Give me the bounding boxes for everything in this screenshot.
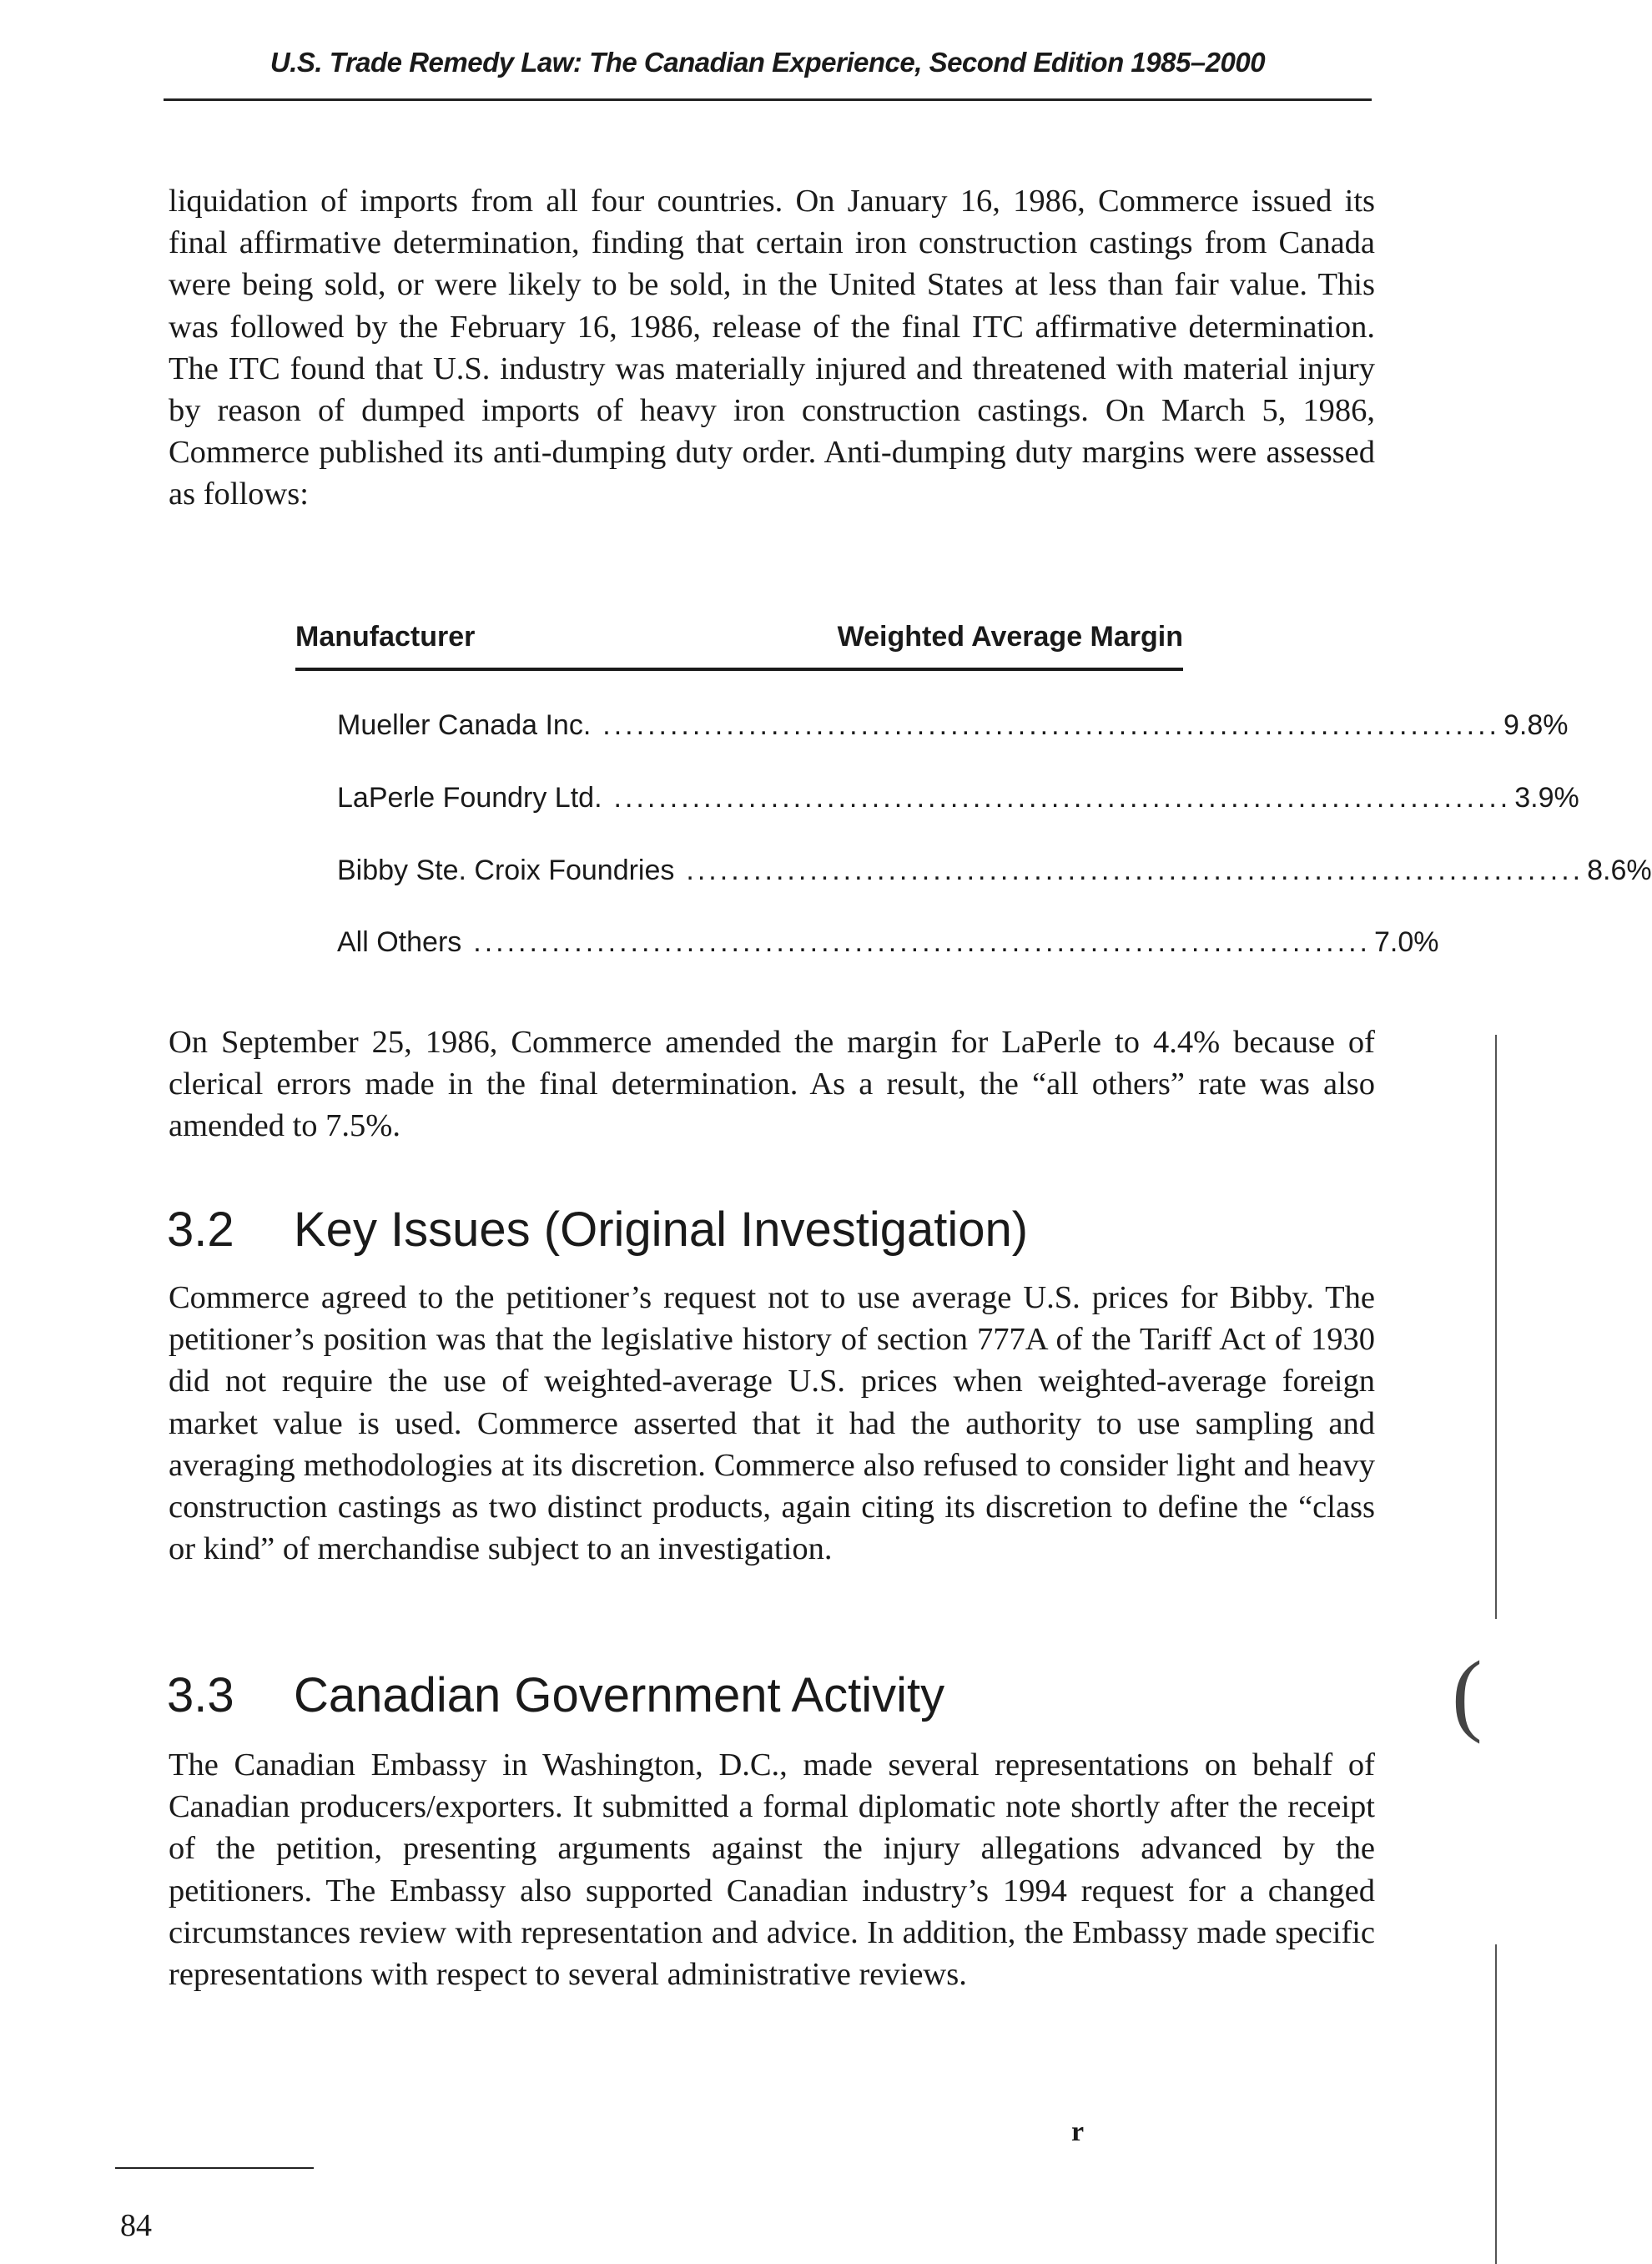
table-row bbox=[337, 782, 1579, 819]
key-issues-paragraph: Commerce agreed to the petitioner’s request not to use average U.S. prices for Bibby. The petitioner’s position was that the legislative history of section 777A of the Tariff Act of 1930 did not require the use of weighted-average U.S. prices when weighted-average foreign market value is used. Commerce asserted that it had the authority to use sampling and averaging methodologies at its discretion. Commerce also refused to consider light and heavy construction castings as two distinct products, again citing its discretion to define the “class or kind” of merchandise subject to an investigation. bbox=[169, 1280, 1375, 1567]
section-title: Canadian Government Activity bbox=[294, 1668, 945, 1722]
margin-value: 9.8% bbox=[1503, 709, 1569, 741]
dot-leader: ................................................................................ bbox=[686, 855, 1584, 886]
table-row bbox=[337, 855, 1652, 891]
edge-bracket-mark: ( bbox=[1452, 1642, 1483, 1744]
manufacturer-name: All Others bbox=[337, 926, 462, 958]
intro-paragraph: liquidation of imports from all four countries. On January 16, 1986, Commerce issued its final affirmative determination, finding that certain iron construction castings from Canada were being sold, or were likely to be sold, in the United States at less than fair value. This was followed by the February 16, 1986, release of the final ITC affirmative determination. The ITC found that U.S. industry was materially injured and threatened with material injury by reason of dumped imports of heavy iron construction castings. On March 5, 1986, Commerce published its anti-dumping duty order. Anti-dumping duty margins were assessed as follows: bbox=[169, 184, 1375, 512]
header-rule bbox=[164, 98, 1372, 101]
page-edge-line bbox=[1495, 1035, 1497, 1619]
page-edge-line bbox=[1495, 1944, 1497, 2264]
table-row bbox=[337, 709, 1569, 746]
margin-value: 7.0% bbox=[1373, 926, 1439, 958]
section-title: Key Issues (Original Investigation) bbox=[294, 1203, 1029, 1257]
margin-value: 8.6% bbox=[1587, 855, 1652, 886]
header-margin: Weighted Average Margin bbox=[837, 621, 1183, 653]
section-heading-canadian-government bbox=[167, 1667, 944, 1723]
amendment-paragraph: On September 25, 1986, Commerce amended the margin for LaPerle to 4.4% because of clerical errors made in the final determination. As a result, the “all others” rate was also amended to 7.5%. bbox=[169, 1025, 1375, 1144]
section-number: 3.2 bbox=[167, 1203, 234, 1257]
page-number: 84 bbox=[120, 2208, 152, 2243]
section-number: 3.3 bbox=[167, 1668, 234, 1722]
header-manufacturer: Manufacturer bbox=[295, 621, 476, 653]
footnote-rule bbox=[115, 2167, 314, 2169]
margin-mark: r bbox=[1071, 2116, 1085, 2147]
margin-table bbox=[295, 618, 1652, 958]
canadian-government-paragraph: The Canadian Embassy in Washington, D.C., made several representations on behalf of Canadian producers/exporters. It submitted a formal diplomatic note shortly after the receipt of the petition, presenting arguments against the injury allegations advanced by the petitioners. The Embassy also supported Canadian industry’s 1994 request for a changed circumstances review with representation and advice. In addition, the Embassy made specific representations with respect to several administrative reviews. bbox=[169, 1747, 1375, 1993]
section-heading-key-issues bbox=[167, 1202, 1028, 1258]
manufacturer-name: LaPerle Foundry Ltd. bbox=[337, 782, 602, 814]
manufacturer-name: Bibby Ste. Croix Foundries bbox=[337, 855, 675, 886]
margin-value: 3.9% bbox=[1514, 782, 1579, 814]
table-row bbox=[337, 926, 1439, 963]
dot-leader: ................................................................................ bbox=[613, 782, 1512, 814]
manufacturer-name: Mueller Canada Inc. bbox=[337, 709, 592, 741]
dot-leader: ................................................................................ bbox=[602, 709, 1500, 741]
dot-leader: ................................................................................ bbox=[473, 926, 1371, 958]
running-head: U.S. Trade Remedy Law: The Canadian Experience, Second Edition 1985–2000 bbox=[269, 47, 1266, 78]
table-header bbox=[295, 618, 1183, 671]
